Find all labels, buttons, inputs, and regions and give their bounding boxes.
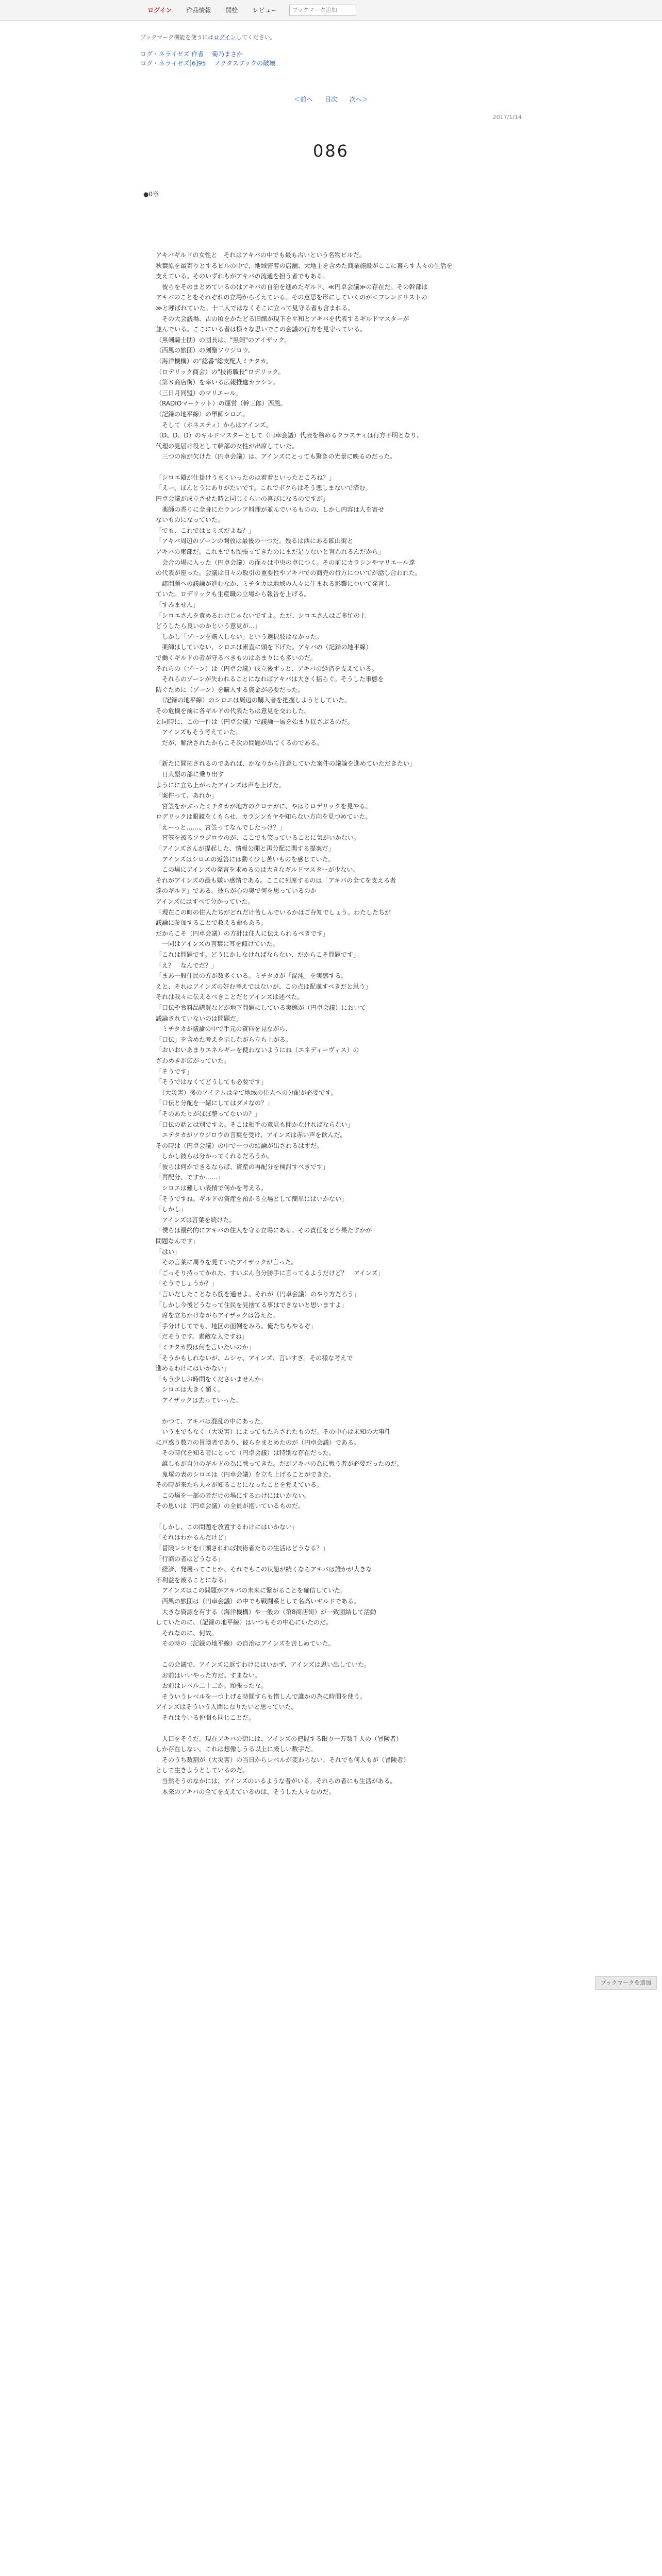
body-line: この場を一部の者だけの場にするわけにはいかない。 [156,1492,311,1499]
top-nav [0,0,662,21]
body-line: 「これは問題です。どうにかしなければならない、だからこそ問題です」 [156,951,360,958]
body-line: 「シロエ殿が仕掛けうまくいったのは着着といったところね？」 [156,473,336,481]
body-line: 本来のアキバの全てを支えているのは、そうした人々なのだ。 [156,1788,335,1795]
body-line: 「口伝」を含めた考えを示しながら立ち上がる。 [156,1036,292,1043]
floating-bookmark-button[interactable]: ブックマークを追加 [595,1976,657,1990]
body-line: 一同はアインズの言葉に耳を傾けていた。 [156,940,279,948]
body-line: 「冒険レシピを口頭されれば技術者たちの生活はどうなる？」 [156,1545,329,1552]
series-arc[interactable]: ノクタスブックの破壊 [214,60,275,67]
chapter-number: 086 [312,141,350,161]
body-line: アキバの東部だ。これまでも頑張ってきたのにまだ足りないと言われるんだから」 [156,548,385,556]
body-line: 「そうではなくてどうしても必要です」 [156,1078,268,1086]
body-line: 「手分けしてでも、地区の面倒をみろ。俺たちもやるぞ」 [156,1322,317,1330]
body-line: アインズはこの問題がアキバの未来に繋がることを確信していた。 [156,1587,347,1595]
novel-container [140,33,522,1797]
body-line: 宮笠をかぶったミチタカが地方のクロナガに、やはりロデリックを見やる。 [156,802,372,810]
body-line: その危機を前に各ギルドの代表たちは意見を交わした。 [156,707,310,715]
review-link[interactable]: レビュー [252,6,277,14]
body-line: 「新たに開拓されるのであれば、かなりから注意していた案件の議論を進めていただきたい」 [156,760,416,768]
body-line: しか存在しない。これは想像しうる以上に厳しい数字だ。 [156,1745,317,1753]
body-line: ミチタカが議論の中で手元の資料を見ながら、 [156,1025,292,1033]
body-line: 「はい」 [156,1248,181,1256]
body-line: の代表が座った。会議は日々の取引の重要性やアキバでの商売の行方についてが話し合われた。 [156,569,422,577]
body-line: 宮笠を被るソウジロウのが、ここでも笑っていることに気がいかない。 [156,834,360,842]
body-line: 「ミチタカ殿は何を言いたいのか」 [156,1343,255,1351]
body-line: その時が来たら人々が知ることになったことを覚えている。 [156,1481,323,1489]
next-link[interactable]: 次へ＞ [349,96,368,103]
body-line: 「おいおいあまりエネルギーを使わないようにね（エネディーヴィス）の [156,1046,359,1054]
body-line: それらのゾーンが失われることになればアキバは大きく揺らぐ。そうした事態を [156,675,384,683]
body-line: どうしたら良いのかという意見が…」 [156,622,261,630]
body-line: アキバギルドの女性と それはアキバの中でも最も古いという名物ビルだ。 [156,251,366,259]
notice-suffix: してください。 [236,34,276,41]
body-line: 問題なんです」 [156,1238,200,1245]
series-title[interactable]: ログ・ネライゼズ 作者 [140,50,204,58]
body-line: （黒剣騎士団）の団長は、"黒剣"のアイザック。 [156,336,291,344]
body-line: 「しかし、この問題を放置するわけにはいかない」 [156,1523,299,1531]
body-line: そして（ホネスティ）からはアインズ。 [156,421,272,429]
notice-prefix: ブックマーク機能を使うには [140,34,214,41]
body-line: 「まあ一般住民の方が数多くいる。ミチタカが「混沌」を実感する。 [156,972,347,980]
body-line: その時は（円卓会議）の中で一つの結論が出されるはずだ。 [156,1142,323,1149]
body-line: 人口をそうだ。現在アキバの街には、アインズの把握する限り一万数千人の（冒険者） [156,1735,403,1742]
body-line: 西風の旅団は（円卓会議）の中でも戦闘系として名高いギルドである。 [156,1598,360,1605]
body-line: ざわめきが広がっていた。 [156,1057,230,1064]
body-line: 「しかし今後どうなって住民を見捨てる事はできないと思いますよ」 [156,1301,348,1309]
body-line: ていた。ロデリックも生産職の立場から報告を上げる。 [156,590,310,598]
prev-link[interactable]: ＜前へ [294,96,313,103]
body-line: 「口伝と分配を一緒にしてはダメなの？」 [156,1099,274,1107]
body-line: シロエは大きく頷く。 [156,1386,224,1394]
body-line: お前はいいやった方だ。すまない。 [156,1671,261,1679]
body-line: お前はレベル二十二か。頑張ったな。 [156,1682,268,1690]
body-line: 「口伝の話とは別ですよ。そこは相手の意見も聞かなければならない」 [156,1121,354,1128]
body-line: （西風の旅団）の剣聖ソウジロウ。 [156,347,255,354]
paragraph-gap [156,748,522,758]
body-line: アインズもそう考えていた。 [156,728,242,736]
body-line: 「アインズさんが提起した、情報公開と再分配に関する提案だ」 [156,845,335,853]
body-line: 日大型の部に乗り出す [156,770,224,778]
body-line: 「言いだしたことなら筋を通せよ。それが（円卓会議）のやり方だろう」 [156,1291,360,1298]
body-line: ようにに立ち上がったアインズは声を上げた。 [156,781,285,789]
body-line: 「そうでしょうか？」 [156,1280,218,1287]
body-line: （D、D、D）のギルドマスターとして（円卓会議）代表を務めるクラスティは行方不明となり、 [156,432,423,439]
body-line: に戸惑う数万の冒険者であり、彼らをまとめたのが（円卓会議）である。 [156,1438,360,1446]
body-line: 「ごっそり持ってかれた、すいぶん自分勝手に言ってるようだけど？ アインズ」 [156,1269,384,1277]
body-line: 進めるわけにはいかない」 [156,1365,230,1372]
paragraph-gap [156,462,522,472]
body-line: 薬師はしていない、シロエは素直に頭を下げた。アキバの（記録の地平線） [156,643,372,651]
paragraph-gap [156,1406,522,1416]
body-line: アキバのことをそれぞれの立場から考えている。その意思を形にしていくのが＜フレンドリストの [156,294,427,301]
paragraph-gap [156,1649,522,1659]
body-line: 諸問題への議論が進むなか、ミチタカは地域の人々に生まれる影響について発言し [156,580,391,587]
body-line: 「しかし」 [156,1206,187,1213]
paragraph-gap [156,1512,522,1522]
body-line: 彼らをそのまとめているのはアキバの自治を進めたギルド、≪円卓会議≫の存在だ。その幹部は [156,283,428,291]
body-line: （第８商店街）を率いる広報推進カラシン。 [156,379,279,386]
body-line: それは今いる仲間も同じことだ。 [156,1714,255,1721]
bookmark-notice [140,33,522,41]
body-line: それなのに、何故。 [156,1629,218,1637]
body-line: （記録の地平線）の軍師シロエ。 [156,410,249,418]
body-line: この会議で、アインズに返すわけにはいかず、アインズは思い出していた。 [156,1661,370,1668]
updated-date: 2017/1/14 [492,114,522,121]
body-line: そういうレベルを一つ上げる時間すらも惜しんで誰かの為に時間を使う。 [156,1692,367,1700]
series-info [140,49,522,68]
body-line: 「そうですね。ギルドの資産を預かる立場として簡単にはいかない」 [156,1195,347,1202]
body-line: それがアインズの最も嫌い感情である。ここに列席するのは「アキバの全てを支える者 [156,876,396,884]
works-link[interactable]: 作品情報 [186,6,211,14]
body-line: 「それはわかるんだけど」 [156,1534,230,1541]
body-line: として生きようとしているのだ。 [156,1767,249,1774]
body-line: 「えーっと……、宮笠ってなんでしたっけ？」 [156,823,286,831]
body-line: （三日月同盟）のマリエール。 [156,389,242,397]
hint-link[interactable]: 開栓 [225,6,238,14]
body-line: 議論に参加することで救える命もある。 [156,919,268,927]
body-line: （海洋機構）の"総番"総支配人ミチタカ。 [156,357,272,365]
body-line: その時の（記録の地平線）の自治はアインズを苦しめていた。 [156,1640,335,1648]
body-line: 「すみません」 [156,601,200,608]
body-line: それは我々に伝えるべきことだとアインズは述べた。 [156,993,304,1001]
notice-login-link[interactable]: ログイン [213,34,236,41]
body-line: だが、解決されたからこそ次の問題が出てくるのである。 [156,739,323,747]
body-line: 「再配分、ですか……」 [156,1174,224,1181]
body-line: 「えー、ほんとうにありがたいです。これでボクらはそう悲しまないで済む。 [156,484,372,492]
body-line: 代理の見届け役として幹部の女性が出席していた。 [156,442,299,450]
body-line: 「行商の者はどうなる」 [156,1555,224,1563]
body-line: 「そうです」 [156,1067,193,1075]
chapter-body [140,250,522,1797]
body-line: 席を立ちかけながらアイザックは答えた。 [156,1312,279,1319]
body-line: 「でも、これではヒミズだよね？」 [156,527,255,534]
body-line: エテタカがソウジロウの言葉を受け、アインズは赤い声を飲んだ。 [156,1131,346,1139]
body-line: えと、それはアインズの好む考えではないが、この点は配慮すべきだと思う」 [156,982,372,990]
body-line: 誰しもが自分のギルドの為に戦ってきた。だがアキバの為に戦う者が必要だったのだ。 [156,1460,403,1467]
body-line: ロデリックは眼鏡をくもらせ、カラシンもヤや知らない方向を見つめていた。 [156,813,372,821]
body-line: 「僕らは最終的にアキバの住人を守る立場にある。その責任をどう果たすかが [156,1227,372,1234]
body-line: （RADIOマーケット）の運営（幹三郎）西風。 [156,400,287,408]
bookmark-input[interactable] [289,5,356,16]
body-line: 不利益を被ることになる」 [156,1576,230,1584]
series-author[interactable]: 菊乃まさか [211,50,243,58]
body-line: しかし「ゾーンを購入しない」という選択肢はなかった。 [156,633,323,640]
body-line: で働くギルドの者が守るべきものはあまりにも多いのだ。 [156,654,317,662]
body-line: それらの（ゾーン）は（円卓会議）成立後ずっと、アキバの経済を支えている。 [156,665,378,672]
body-line: 三つの座が欠けた（円卓会議）は、アインズにとっても驚きの光景に映るのだった。 [156,453,396,461]
body-line: 「シロエさんを責めるわけじゃないですよ。ただ、シロエさんはご多忙の上 [156,612,367,619]
body-line: 「そのあたりがほぼ整ってないの？」 [156,1110,261,1117]
body-line: 「そうかもしれないが、ムシャ、アインズ、言いすぎ。その様な考えで [156,1354,353,1362]
body-line: （ロデリック商会）の"技術職長"ロデリック。 [156,368,285,376]
body-line: だからこそ（円卓会議）の方針は住人に伝えられるべきです」 [156,929,329,937]
body-line: 「現在この町の住人たちがどれだけ苦しんでいるかはご存知でしょう。わたしたちが [156,908,391,916]
body-line: （大災害）後のアイテムは全て地域の住人への分配が必要です。 [156,1089,337,1096]
body-line: 「経済、発展ってことか、それでもこの状態が続くならアキバは誰かが大きな [156,1566,372,1573]
body-line: と同時に、この一件は（円卓会議）で議論一層を始まり揺さぶるのだ。 [156,718,354,725]
body-line: その大会議場、古の頃をかたどる旧館が現下を平和とアキバを代表するギルドマスターが [156,315,409,323]
body-line: 議論されていないのは問題だ」 [156,1014,243,1022]
body-line: シロエは難しい表情で何かを考える。 [156,1184,268,1192]
body-line: 「だそうです。素敵な人ですね」 [156,1333,249,1341]
body-line: 達のギルド」である。彼らが心の奥で何を思っているのか [156,887,317,895]
body-line: ≫と呼ばれていた。十二人ではなくそこに立って見守る者も含まれる。 [156,304,354,312]
body-line: 円卓会議が成立させた時と同じくらいの喜びになるのですが」 [156,495,329,503]
body-line: 支えている。そのいずれもがアキバの流通を担う者でもある。 [156,273,329,280]
body-line: 「口伝や食料品購買などが地下問題にしている実態が（円卓会議）において [156,1004,367,1011]
body-line: その言葉に周りを見ていたアイザックが言った。 [156,1259,297,1266]
body-line: 当然そうのなかには、アインズのいるような者がいる。それらの者にも生活がある。 [156,1777,396,1785]
body-line: 大きな資源を有する（海洋機構）や一般の（第8商店街）が一致団結して活動 [156,1608,376,1616]
body-line: 薬師の香りに全身にたランシア料理が並んでいるものの、しかし内容は人を寄せ [156,505,385,513]
chapter-title: ●0章 [143,191,159,198]
body-line: かつて、アキバは混乱の中にあった。 [156,1417,267,1425]
body-line: 「え？ なんでだ？」 [156,961,218,969]
body-line: 「案件って、あれか」 [156,792,218,800]
body-line: アインズはそういう人間になりたいと思っていた。 [156,1703,297,1711]
chapter-pager [140,95,522,104]
body-line: いうまでもなく（大災害）によってもたらされたものだ。その中心は未知の大事件 [156,1428,391,1436]
body-line: この場にアインズの発言を求めるのは大きなギルドマスターが少ない。 [156,866,359,874]
login-link[interactable]: ログイン [147,6,172,14]
body-line: 防ぐために（ゾーン）を購入する資金が必要だった。 [156,686,304,693]
body-line: その時代を知る者にとって（円卓会議）は特別な存在だった。 [156,1449,335,1457]
body-line: アイザックは去っていった。 [156,1396,242,1404]
body-line: していたのに、（記録の地平線）はいつもその中心にいたのだ。 [156,1619,333,1626]
series-subtitle[interactable]: ログ・ネライゼズ[6]95 [140,60,206,67]
body-line: 会合の場に入った（円卓会議）の面々は中央の卓につく。その前にカラシンやマリエール達 [156,558,415,566]
body-line: 並んでいる。ここにいる者は様々な思いでこの会議の行方を見守っている。 [156,326,367,333]
body-line: 「彼らは何かできるならば、資産の再配分を検討すべきです」 [156,1163,329,1171]
body-line: アインズはシロエの返答には動く少し苦いものを感じていた。 [156,855,335,863]
body-line: 鬼塚の表のシロエは（円卓会議）を立ち上げることができた。 [156,1470,336,1478]
body-line: （記録の地平線）のシロエは周辺の購入者を把握しようとしていた。 [156,697,351,704]
body-line: その思いは（円卓会議）の全員が抱いているものだ。 [156,1502,305,1510]
body-line: しかし彼らは分かってくれるだろうか。 [156,1153,274,1160]
body-line: 「アキバ周辺のゾーンの開放は最後の一つだ。残るは西にある鉱山街と [156,537,354,545]
body-line: 秋葉原を最寄りとするビルの中で、地域密着の店舗、大地主を含めた商業施設がここに暮らす人々の生活を [156,262,453,269]
body-line: ないものになっていた。 [156,516,224,524]
index-link[interactable]: 目次 [324,96,337,103]
body-line: そのうち数割が（大災害）の当日からレベルが変わらない、それでも何人もが（冒険者） [156,1756,410,1764]
paragraph-gap [156,1723,522,1734]
body-line: アインズにはすべて分かっていた。 [156,898,254,906]
body-line: アインズは言葉を続けた。 [156,1216,236,1224]
body-line: 「もう少しお時間をくださいませんか」 [156,1375,268,1383]
